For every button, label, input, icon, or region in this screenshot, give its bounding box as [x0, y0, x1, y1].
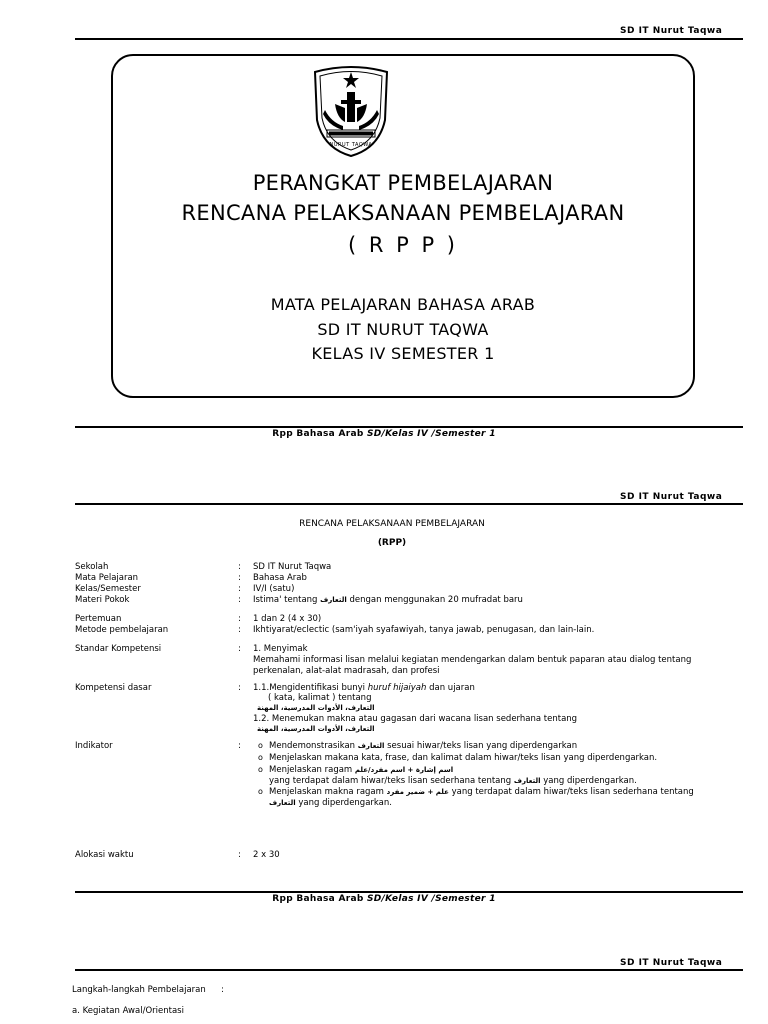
kelas-value: IV/I (satu)	[253, 584, 295, 594]
colon: :	[238, 683, 241, 693]
rpp-title: RENCANA PELAKSANAAN PEMBELAJARAN	[299, 519, 485, 529]
colon: :	[238, 562, 241, 572]
langkah-label: Langkah-langkah Pembelajaran	[72, 985, 206, 995]
colon: :	[238, 573, 241, 583]
kd-value-5-arabic: التعارف، الأدوات المدرسية، المهنة	[257, 725, 375, 733]
kd-value-4: 1.2. Menemukan makna atau gagasan dari wacana lisan sederhana tentang	[253, 714, 578, 724]
indikator-item-1	[269, 741, 577, 751]
ind1-arabic: التعارف	[357, 742, 385, 750]
pertemuan-value: 1 dan 2 (4 x 30)	[253, 614, 322, 624]
ind4-text-a: Menjelaskan makna ragam	[269, 787, 387, 797]
ind3-text-c: yang diperdengarkan.	[540, 776, 637, 786]
ind3-arabic: اسم إشارة + اسم مفرد/علم	[354, 766, 454, 774]
sk-value-2: Memahami informasi lisan melalui kegiatan mendengarkan dalam bentuk paparan atau dialog tentang	[253, 655, 692, 665]
colon: :	[238, 614, 241, 624]
page-header-school: SD IT Nurut Taqwa	[620, 492, 723, 502]
colon: :	[238, 644, 241, 654]
ind3-text-b: yang terdapat dalam hiwar/teks lisan sederhana tentang	[269, 776, 514, 786]
materi-text-a: Istima' tentang	[253, 595, 321, 605]
colon: :	[238, 850, 241, 860]
footer-class: SD/Kelas IV /Semester 1	[367, 894, 496, 904]
kd-label: Kompetensi dasar	[75, 683, 152, 693]
materi-arabic: التعارف	[320, 596, 347, 604]
kegiatan-awal-label: a. Kegiatan Awal/Orientasi	[72, 1006, 184, 1016]
page-footer	[0, 894, 768, 904]
kd-value-1	[253, 683, 475, 693]
cover-title-line2: RENCANA PELAKSANAAN PEMBELAJARAN	[181, 201, 625, 225]
page-header-school: SD IT Nurut Taqwa	[620, 26, 723, 36]
ind1-text-b: sesuai hiwar/teks lisan yang diperdengarkan	[384, 741, 578, 751]
kelas-label: Kelas/Semester	[75, 584, 141, 594]
footer-class: SD/Kelas IV /Semester 1	[367, 429, 496, 439]
rpp-subtitle: (RPP)	[377, 538, 407, 548]
header-rule	[75, 503, 743, 505]
cover-box	[111, 54, 695, 398]
bullet-icon: o	[258, 765, 263, 774]
bullet-icon: o	[258, 753, 263, 762]
mapel-label: Mata Pelajaran	[75, 573, 139, 583]
alokasi-value: 2 x 30	[253, 850, 280, 860]
ind3-text-a: Menjelaskan ragam	[269, 765, 355, 775]
kd-text-italic: huruf hijaiyah	[367, 683, 427, 693]
footer-rule	[75, 426, 743, 428]
header-rule	[75, 38, 743, 40]
sekolah-value: SD IT Nurut Taqwa	[253, 562, 332, 572]
pertemuan-label: Pertemuan	[75, 614, 122, 624]
ind1-text-a: Mendemonstrasikan	[269, 741, 358, 751]
page-header-school: SD IT Nurut Taqwa	[620, 958, 723, 968]
cover-subtitle-line3: KELAS IV SEMESTER 1	[311, 344, 495, 363]
cover-title-line3: ( R P P )	[347, 233, 458, 257]
ind4-arabic-2: التعارف	[269, 799, 296, 807]
logo-motto: NURUT TAQWA	[329, 142, 373, 148]
ind4-text-b: yang terdapat dalam hiwar/teks lisan sederhana tentang	[448, 787, 694, 797]
kd-text-a: 1.1.Mengidentifikasi bunyi	[253, 683, 368, 693]
alokasi-label: Alokasi waktu	[75, 850, 134, 860]
colon: :	[238, 625, 241, 635]
indikator-item-3-line2	[269, 776, 637, 786]
colon: :	[221, 985, 224, 995]
sk-label: Standar Kompetensi	[75, 644, 162, 654]
footer-rule	[75, 891, 743, 893]
indikator-item-2: Menjelaskan makana kata, frase, dan kalimat dalam hiwar/teks lisan yang diperdengarkan.	[269, 753, 658, 763]
ind4-text-c: yang diperdengarkan.	[295, 798, 392, 808]
cover-subtitle-line1: MATA PELAJARAN BAHASA ARAB	[270, 295, 536, 314]
kd-value-3-arabic: التعارف، الأدوات المدرسية، المهنة	[257, 704, 375, 712]
bullet-icon: o	[258, 741, 263, 750]
metode-label: Metode pembelajaran	[75, 625, 169, 635]
kd-value-2: ( kata, kalimat ) tentang	[268, 693, 372, 703]
materi-label: Materi Pokok	[75, 595, 130, 605]
cover-title-line1: PERANGKAT PEMBELAJARAN	[252, 171, 554, 195]
kd-text-c: dan ujaran	[426, 683, 475, 693]
materi-value	[253, 595, 523, 605]
sekolah-label: Sekolah	[75, 562, 109, 572]
sk-value-1: 1. Menyimak	[253, 644, 308, 654]
colon: :	[238, 584, 241, 594]
materi-text-b: dengan menggunakan 20 mufradat baru	[346, 595, 523, 605]
colon: :	[238, 595, 241, 605]
header-rule	[75, 969, 743, 971]
colon: :	[238, 741, 241, 751]
sk-value-3: perkenalan, alat-alat madrasah, dan profesi	[253, 666, 440, 676]
cover-subtitle-line2: SD IT NURUT TAQWA	[317, 320, 489, 339]
ind3-arabic-2: التعارف	[513, 777, 541, 785]
footer-subject: Rpp Bahasa Arab	[272, 894, 367, 904]
indikator-label: Indikator	[75, 741, 113, 751]
indikator-item-4	[269, 787, 694, 797]
mapel-value: Bahasa Arab	[253, 573, 307, 583]
ind4-arabic: علم + ضمير مفرد	[386, 788, 449, 796]
metode-value: Ikhtiyarat/eclectic (sam'iyah syafawiyah, tanya jawab, penugasan, dan lain-lain.	[253, 625, 595, 635]
bullet-icon: o	[258, 787, 263, 796]
page-footer	[0, 429, 768, 439]
footer-subject: Rpp Bahasa Arab	[272, 429, 367, 439]
indikator-item-3	[269, 765, 453, 775]
indikator-item-4-line2	[269, 798, 392, 808]
